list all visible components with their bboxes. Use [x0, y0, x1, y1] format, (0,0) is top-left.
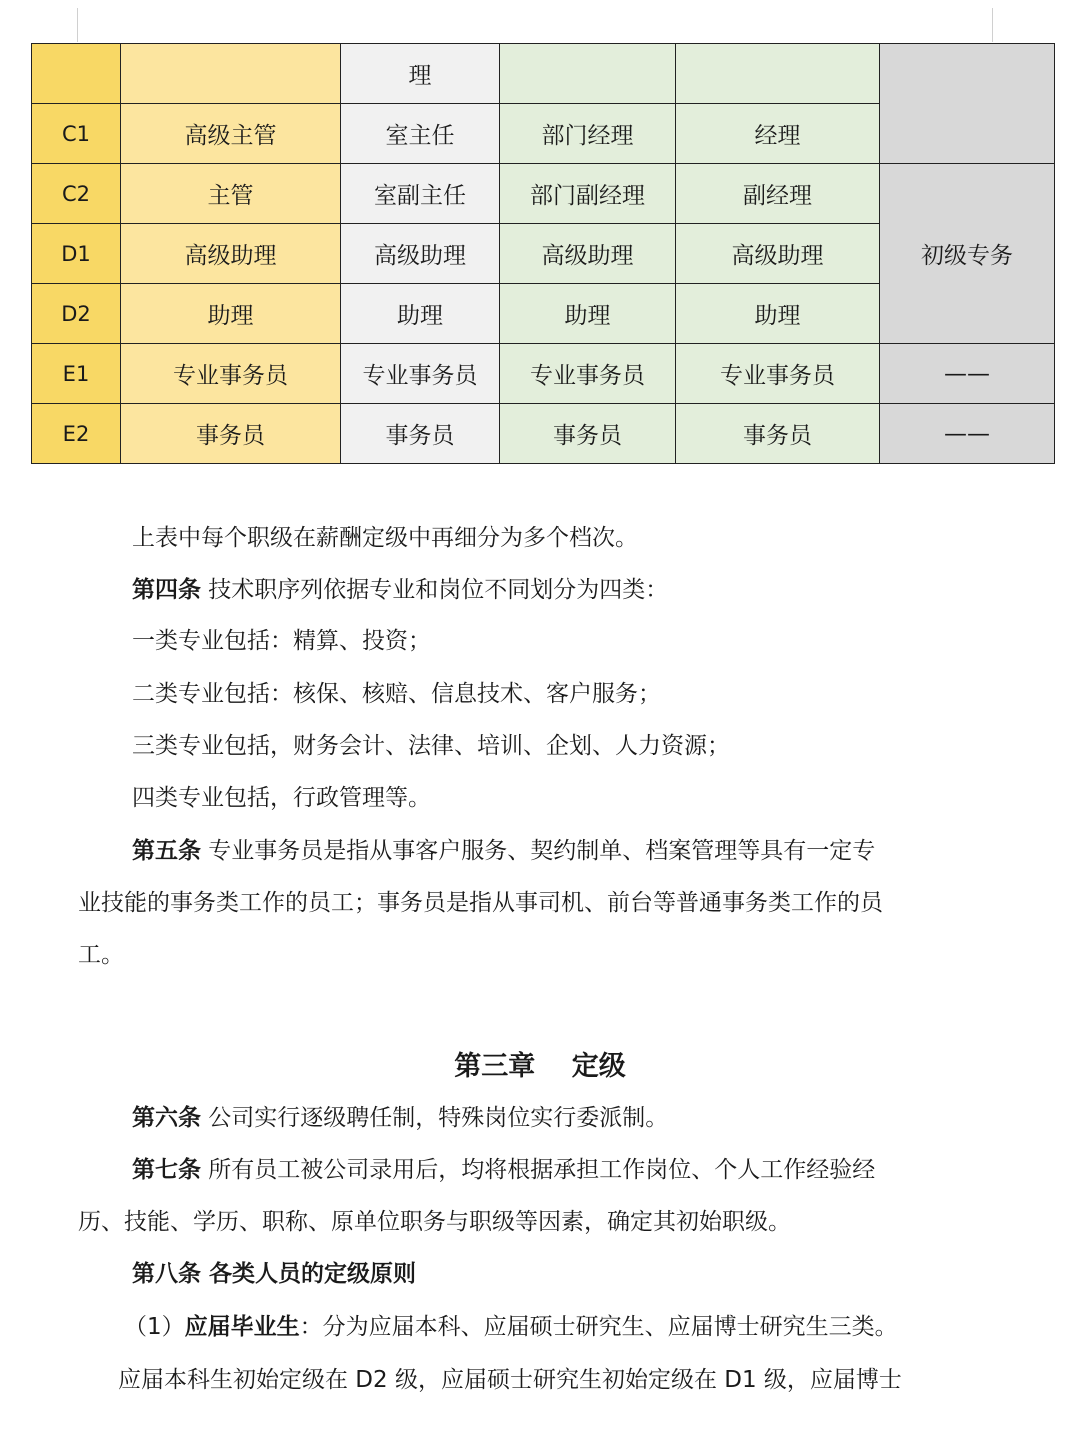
table-cell: 室副主任	[341, 164, 500, 224]
table-cell: 高级助理	[676, 224, 880, 284]
table-cell: 部门经理	[500, 104, 676, 164]
table-cell: 副经理	[676, 164, 880, 224]
table-row	[32, 404, 1055, 464]
table-cell	[32, 44, 121, 104]
paragraph-line: 历、技能、学历、职称、原单位职务与职级等因素，确定其初始职级。	[78, 1209, 791, 1235]
grade-cell: E2	[32, 404, 121, 464]
table-cell: 高级主管	[121, 104, 341, 164]
margin-mark-left	[77, 8, 78, 42]
grade-cell: D1	[32, 224, 121, 284]
chapter-heading: 第三章 定级	[454, 1051, 626, 1082]
table-row	[32, 164, 1055, 224]
table-cell: 主管	[121, 164, 341, 224]
paragraph-line: 第四条 技术职序列依据专业和岗位不同划分为四类：	[132, 577, 669, 603]
table-cell: 专业事务员	[341, 344, 500, 404]
paragraph-line: 第八条 各类人员的定级原则	[132, 1261, 417, 1287]
table-cell: 助理	[341, 284, 500, 344]
table-cell: 助理	[500, 284, 676, 344]
table-row	[32, 44, 1055, 104]
paragraph-line: 三类专业包括，财务会计、法律、培训、企划、人力资源；	[132, 733, 730, 759]
table-cell: 事务员	[341, 404, 500, 464]
paragraph-line: 一类专业包括：精算、投资；	[132, 628, 431, 654]
paragraph-line: 工。	[78, 942, 124, 968]
paragraph-line: 应届本科生初始定级在 D2 级，应届硕士研究生初始定级在 D1 级，应届博士	[118, 1367, 902, 1393]
paragraph-line: 上表中每个职级在薪酬定级中再细分为多个档次。	[132, 525, 638, 551]
paragraph-line: 第七条 所有员工被公司录用后，均将根据承担工作岗位、个人工作经验经	[132, 1157, 876, 1183]
grade-cell: D2	[32, 284, 121, 344]
table-cell: 专业事务员	[500, 344, 676, 404]
paragraph-line: 四类专业包括，行政管理等。	[132, 785, 431, 811]
table-cell: ——	[880, 344, 1055, 404]
table-cell: 高级助理	[500, 224, 676, 284]
table-cell	[880, 44, 1055, 164]
table-cell: 事务员	[500, 404, 676, 464]
paragraph-line: （1）应届毕业生：分为应届本科、应届硕士研究生、应届博士研究生三类。	[124, 1314, 898, 1340]
table-cell: 高级助理	[121, 224, 341, 284]
table-row	[32, 344, 1055, 404]
paragraph-line: 第六条 公司实行逐级聘任制，特殊岗位实行委派制。	[132, 1105, 669, 1131]
table-cell: 专业事务员	[121, 344, 341, 404]
table-cell: 助理	[121, 284, 341, 344]
table-cell: 室主任	[341, 104, 500, 164]
table-cell: 事务员	[121, 404, 341, 464]
paragraph-line: 第五条 专业事务员是指从事客户服务、契约制单、档案管理等具有一定专	[132, 838, 876, 864]
paragraph-line: 二类专业包括：核保、核赔、信息技术、客户服务；	[132, 681, 661, 707]
table-cell	[121, 44, 341, 104]
table-cell: ——	[880, 404, 1055, 464]
merged-cell: 初级专务	[880, 164, 1055, 344]
table-cell: 理	[341, 44, 500, 104]
table-cell: 高级助理	[341, 224, 500, 284]
table-cell: 部门副经理	[500, 164, 676, 224]
grade-cell: C2	[32, 164, 121, 224]
margin-mark-right	[992, 8, 993, 42]
grade-cell: C1	[32, 104, 121, 164]
paragraph-line: 业技能的事务类工作的员工；事务员是指从事司机、前台等普通事务类工作的员	[78, 890, 883, 916]
table-cell	[500, 44, 676, 104]
job-grade-table	[31, 43, 1055, 464]
table-cell: 事务员	[676, 404, 880, 464]
grade-cell: E1	[32, 344, 121, 404]
table-cell: 助理	[676, 284, 880, 344]
table-cell: 专业事务员	[676, 344, 880, 404]
table-cell: 经理	[676, 104, 880, 164]
table-cell	[676, 44, 880, 104]
